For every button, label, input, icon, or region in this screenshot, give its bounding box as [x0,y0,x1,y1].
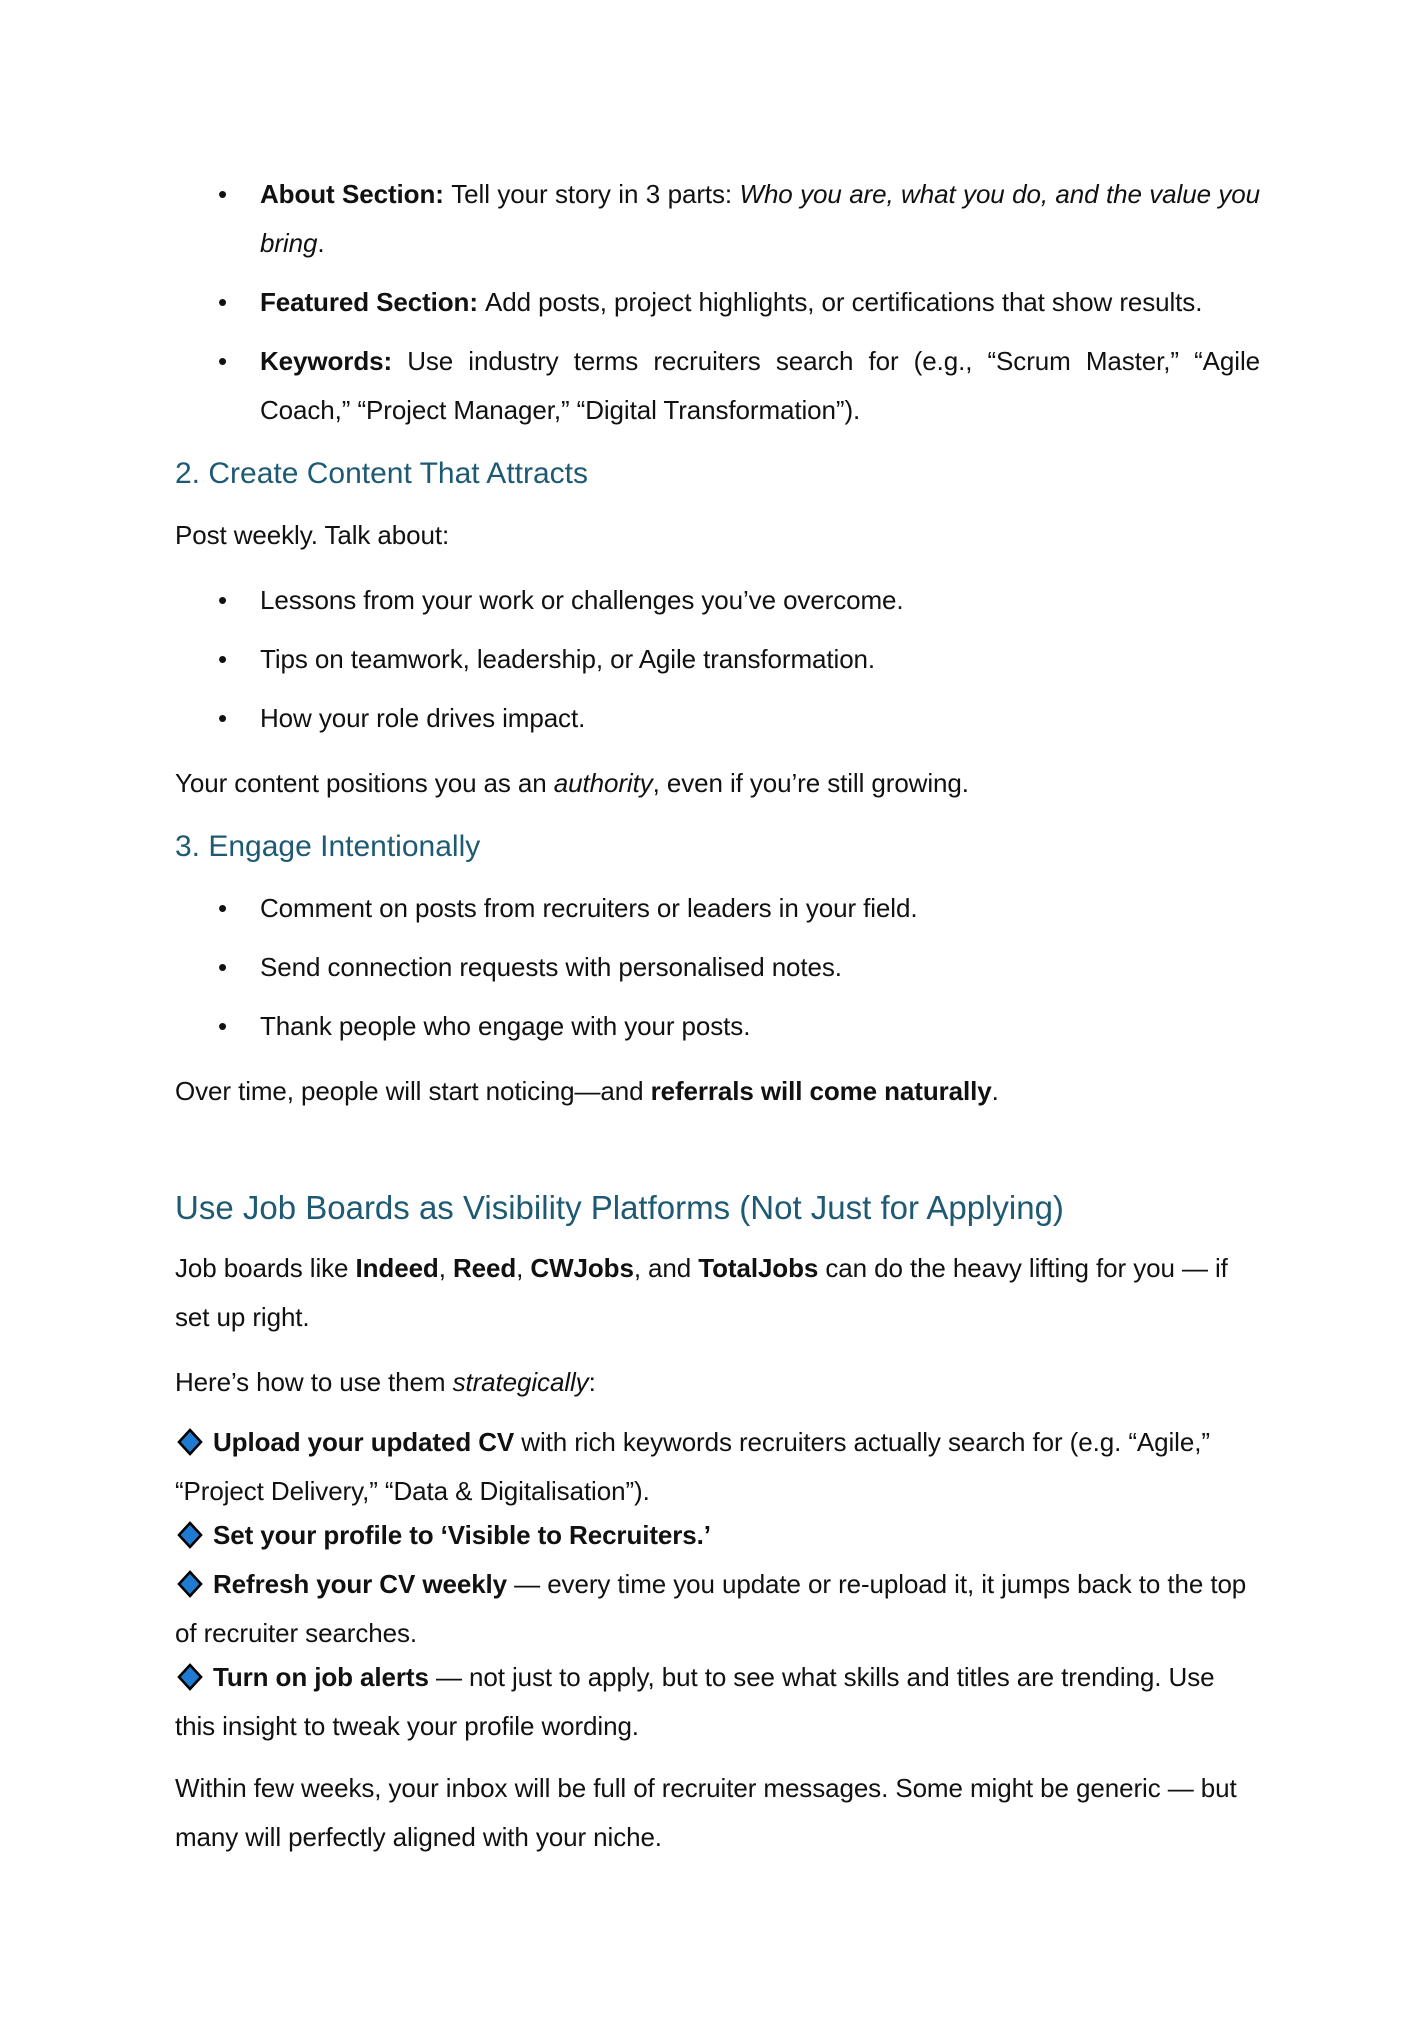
bullet-item [175,337,1260,435]
paragraph [175,1244,1260,1342]
text-run: Here’s how to use them [175,1367,453,1397]
text-run: How your role drives impact. [260,703,586,733]
text-run: 2. Create Content That Attracts [175,457,588,490]
text-run: Your content positions you as an [175,768,554,798]
text-run: Add posts, project highlights, or certifications that show results. [485,287,1203,317]
text-run: strategically [452,1367,589,1397]
document-content [175,170,1260,1875]
paragraph [175,1358,1260,1407]
bullet-marker-icon: • [218,703,228,733]
blue-diamond-icon [177,1660,203,1704]
text-run: Post weekly. Talk about: [175,520,450,550]
bullet-item [175,635,1260,684]
bullet-item [175,278,1260,327]
text-run: Upload your updated CV [213,1427,515,1457]
bullet-marker-icon: • [218,346,228,376]
text-run: , even if you’re still growing. [652,768,969,798]
text-run: Use Job Boards as Visibility Platforms (Not Just for Applying) [175,1189,1064,1226]
text-run: Tips on teamwork, leadership, or Agile transformation. [260,644,876,674]
text-run: Use industry terms recruiters search for (e.g., “Scrum Master,” “Agile Coach,” “Project Manager,” “Digital Transformation”). [260,346,1260,425]
bullet-marker-icon: • [218,1011,228,1041]
bullet-item [175,884,1260,933]
paragraph [175,759,1260,808]
blue-diamond-icon [177,1518,203,1562]
bullet-marker-icon: • [218,644,228,674]
bullet-item [175,576,1260,625]
text-run: Thank people who engage with your posts. [260,1011,751,1041]
text-run: CWJobs [530,1253,634,1283]
bullet-item [175,170,1260,268]
text-run: 3. Engage Intentionally [175,830,481,863]
text-run: Featured Section: [260,287,486,317]
diamond-item [175,1562,1260,1655]
text-run: Over time, people will start noticing—and [175,1076,651,1106]
diamond-item [175,1513,1260,1562]
text-run: , and [633,1253,699,1283]
paragraph [175,1067,1260,1116]
text-run: TotalJobs [698,1253,819,1283]
text-run: Tell your story in 3 parts: [451,179,740,209]
bullet-marker-icon: • [218,179,228,209]
text-run: , [516,1253,531,1283]
text-run: Job boards like [175,1253,356,1283]
section-heading [175,826,1260,868]
text-run: Reed [452,1253,517,1283]
text-run: — every time you update or re-upload it, it jumps back to the top of recruiter searches. [175,1569,1247,1648]
bullet-marker-icon: • [218,893,228,923]
text-run: Within few weeks, your inbox will be full of recruiter messages. Some might be generic — but many will perfectly aligned with your niche. [175,1773,1237,1852]
section-heading [175,453,1260,495]
text-run: referrals will come naturally [650,1076,992,1106]
paragraph [175,511,1260,560]
section-heading [175,1186,1260,1230]
text-run: Refresh your CV weekly [213,1569,508,1599]
bullet-marker-icon: • [218,287,228,317]
text-run: can do the heavy lifting for you — if set up right. [175,1253,1228,1332]
text-run: Turn on job alerts [213,1662,429,1692]
blue-diamond-icon [177,1425,203,1469]
text-run: About Section: [260,179,452,209]
text-run: Set your profile to ‘Visible to Recruiters.’ [213,1520,711,1550]
paragraph [175,1764,1260,1862]
text-run: Send connection requests with personalised notes. [260,952,842,982]
text-run: : [588,1367,596,1397]
text-run: Who you are, what you do, and the value you bring [260,179,1261,258]
text-run: . [991,1076,999,1106]
bullet-marker-icon: • [218,952,228,982]
text-run: Lessons from your work or challenges you’ve overcome. [260,585,904,615]
diamond-item [175,1420,1260,1513]
diamond-item [175,1655,1260,1748]
text-run: , [438,1253,453,1283]
text-run: . [317,228,325,258]
text-run: — not just to apply, but to see what skills and titles are trending. Use this insight to tweak your profile wording. [175,1662,1215,1741]
bullet-item [175,1002,1260,1051]
blue-diamond-icon [177,1567,203,1611]
bullet-item [175,694,1260,743]
bullet-item [175,943,1260,992]
text-run: Keywords: [260,346,408,376]
text-run: authority [553,768,653,798]
bullet-marker-icon: • [218,585,228,615]
text-run: Comment on posts from recruiters or leaders in your field. [260,893,918,923]
text-run: with rich keywords recruiters actually search for (e.g. “Agile,” “Project Delivery,” “Data & Digitalisation”). [175,1427,1210,1506]
text-run: Indeed [355,1253,439,1283]
